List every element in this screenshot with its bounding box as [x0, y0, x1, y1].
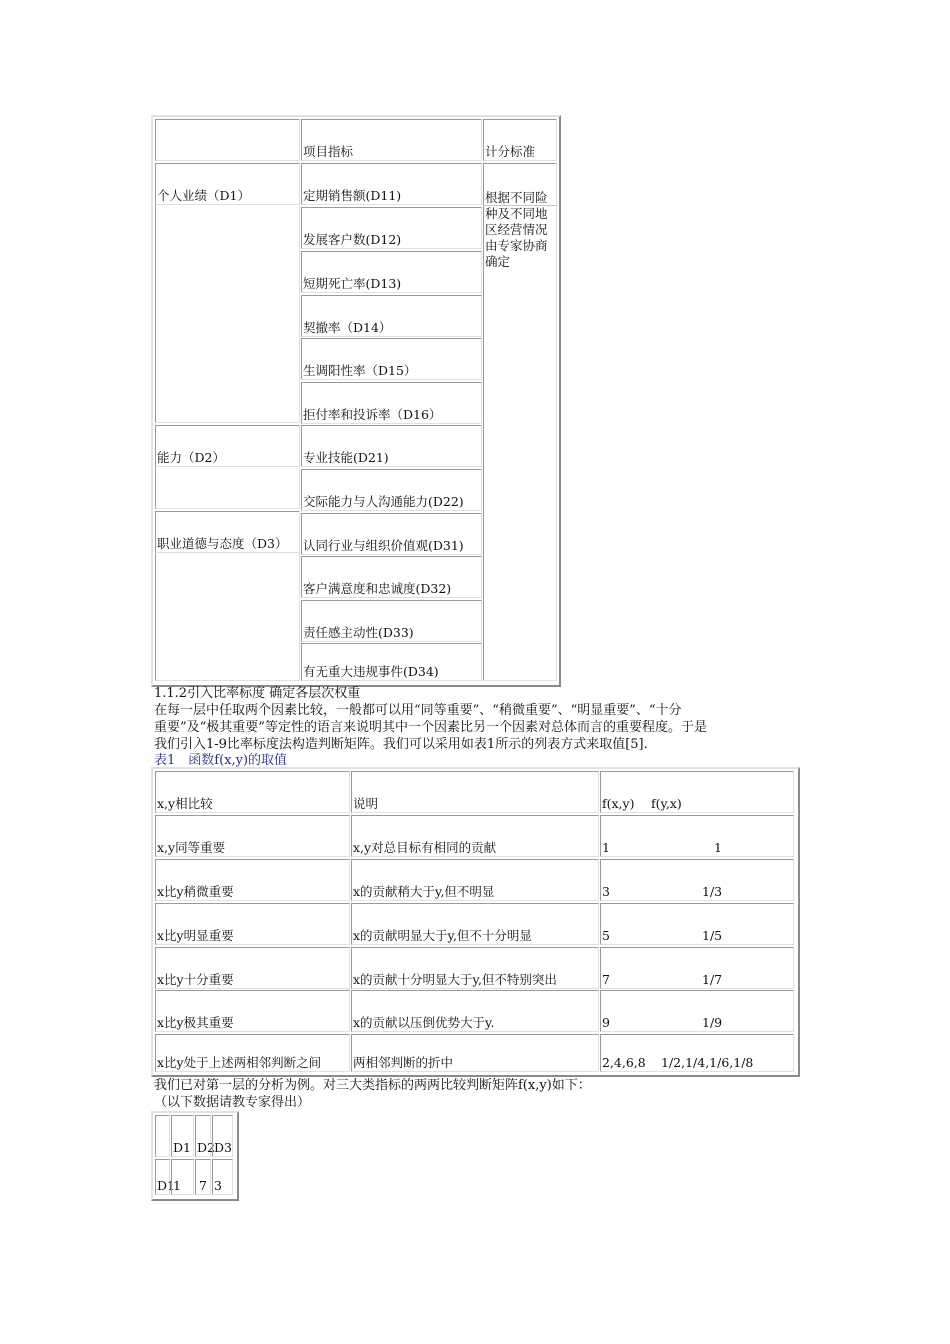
- indicator-table-header-criteria: 计分标准: [483, 119, 557, 161]
- item-d21: 专业技能(D21): [301, 425, 482, 467]
- t1-row-4-desc: x的贡献十分明显大于y,但不特别突出: [351, 947, 599, 989]
- item-d15: 生调阳性率（D15）: [301, 338, 482, 380]
- t1-row-3-desc: x的贡献明显大于y,但不十分明显: [351, 903, 599, 945]
- paragraph-line-3: 我们引入1-9比率标度法构造判断矩阵。我们可以采用如表1所示的列表方式来取值[5].: [154, 737, 648, 752]
- matrix-header-blank: [155, 1115, 170, 1157]
- matrix-cell-d1-d3: 3: [212, 1159, 233, 1195]
- group-d1-span: [155, 205, 300, 423]
- item-d16: 拒付率和投诉率（D16）: [301, 382, 482, 424]
- t1-row-5-compare: x比y极其重要: [155, 990, 350, 1032]
- item-d34: 有无重大违规事件(D34): [301, 643, 482, 681]
- item-d32: 客户满意度和忠诚度(D32): [301, 556, 482, 598]
- item-d22: 交际能力与人沟通能力(D22): [301, 469, 482, 511]
- indicator-table-header-item: 项目指标: [301, 119, 482, 161]
- item-d33: 责任感主动性(D33): [301, 600, 482, 642]
- t1-row-6-desc: 两相邻判断的折中: [351, 1034, 599, 1072]
- t1-row-3-compare: x比y明显重要: [155, 903, 350, 945]
- ratio-scale-table: [151, 767, 800, 1077]
- indicator-table: [151, 115, 561, 687]
- criteria-row-divider: [483, 205, 557, 206]
- t1-header-desc: 说明: [351, 771, 599, 813]
- t1-row-2-values: 3 1/3: [600, 859, 794, 901]
- table1-caption: 表1 函数f(x,y)的取值: [154, 753, 288, 768]
- t1-row-1-compare: x,y同等重要: [155, 815, 350, 857]
- item-d14: 契撤率（D14）: [301, 295, 482, 337]
- t1-row-1-desc: x,y对总目标有相同的贡献: [351, 815, 599, 857]
- t1-row-5-values: 9 1/9: [600, 990, 794, 1032]
- t1-row-5-desc: x的贡献以压倒优势大于y.: [351, 990, 599, 1032]
- paragraph-line-1: 在每一层中任取两个因素比较，一般都可以用“同等重要”、“稍微重要”、“明显重要”、“十分: [154, 703, 682, 718]
- criteria-cell: [483, 163, 557, 681]
- matrix-note: （以下数据请教专家得出）: [154, 1095, 311, 1110]
- judgment-matrix-table: [151, 1111, 239, 1201]
- t1-header-values: f(x,y) f(y,x): [600, 771, 794, 813]
- t1-header-compare: x,y相比较: [155, 771, 350, 813]
- criteria-text: 根据不同险种及不同地区经营情况由专家协商确定: [485, 190, 548, 269]
- t1-row-6-values: 2,4,6,8 1/2,1/4,1/6,1/8: [600, 1034, 794, 1072]
- matrix-header-d2: D2: [195, 1115, 211, 1157]
- t1-row-3-values: 5 1/5: [600, 903, 794, 945]
- matrix-cell-d1-d2: 7: [195, 1159, 211, 1195]
- matrix-header-d3: D3: [212, 1115, 233, 1157]
- group-d2-span: [155, 467, 300, 509]
- item-d11: 定期销售额(D11): [301, 163, 482, 205]
- t1-row-2-desc: x的贡献稍大于y,但不明显: [351, 859, 599, 901]
- indicator-table-header-blank: [155, 119, 300, 161]
- matrix-intro: 我们已对第一层的分析为例。对三大类指标的两两比较判断矩阵f(x,y)如下：: [154, 1078, 591, 1093]
- matrix-cell-d1-d1: 1: [171, 1159, 194, 1195]
- group-label-d1: 个人业绩（D1）: [155, 163, 300, 205]
- t1-row-4-values: 7 1/7: [600, 947, 794, 989]
- t1-row-6-compare: x比y处于上述两相邻判断之间: [155, 1034, 350, 1072]
- paragraph-line-2: 重要”及“极其重要”等定性的语言来说明其中一个因素比另一个因素对总体而言的重要程度。于是: [154, 720, 707, 735]
- item-d13: 短期死亡率(D13): [301, 251, 482, 293]
- item-d31: 认同行业与组织价值观(D31): [301, 513, 482, 555]
- group-label-d2: 能力（D2）: [155, 425, 300, 467]
- t1-row-4-compare: x比y十分重要: [155, 947, 350, 989]
- matrix-row-label-d1: D1: [155, 1159, 170, 1195]
- t1-row-2-compare: x比y稍微重要: [155, 859, 350, 901]
- group-d3-span: [155, 553, 300, 681]
- group-label-d3: 职业道德与态度（D3）: [155, 511, 300, 553]
- item-d12: 发展客户数(D12): [301, 207, 482, 249]
- matrix-header-d1: D1: [171, 1115, 194, 1157]
- section-heading: 1.1.2引入比率标度 确定各层次权重: [154, 686, 361, 701]
- t1-row-1-values: 1 1: [600, 815, 794, 857]
